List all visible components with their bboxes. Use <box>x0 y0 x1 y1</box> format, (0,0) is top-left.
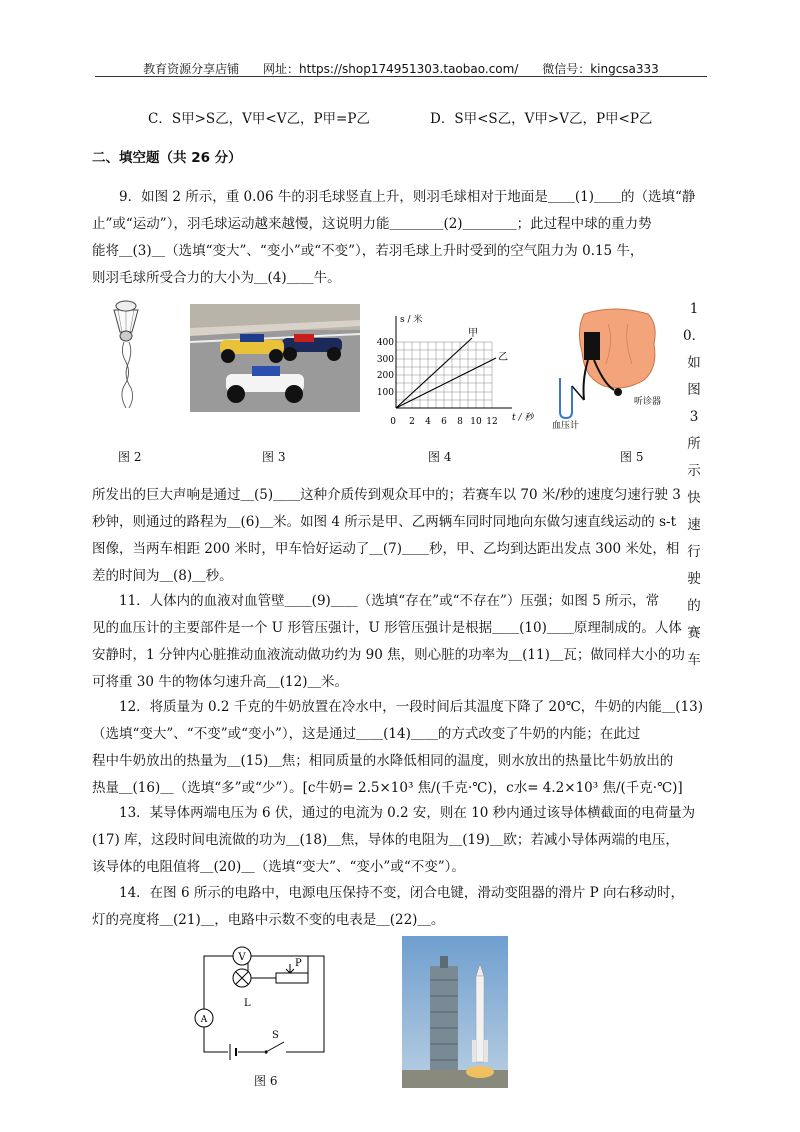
question-10 <box>92 482 708 590</box>
page-header <box>95 60 707 77</box>
q14-line-1: 14．在图 6 所示的电路中，电源电压保持不变，闭合电键，滑动变阻器的滑片 P 向右移动时， <box>119 885 685 901</box>
question-13 <box>92 800 708 881</box>
figure-6-caption: 图 6 <box>254 1074 278 1088</box>
rocket-launch-photo <box>402 936 508 1088</box>
q10-line-3: 图像，当两车相距 200 米时，甲车恰好运动了＿(7)＿＿秒，甲、乙均到达距出发点 300 米处，相 <box>92 541 680 557</box>
y-tick-100: 100 <box>376 388 394 398</box>
figure-2-caption: 图 2 <box>118 450 142 464</box>
q9-line-2: 止”或“运动”），羽毛球运动越来越慢，这说明力能＿＿＿＿(2)＿＿＿＿；此过程中球的重力势 <box>92 216 652 232</box>
label-stethoscope: 听诊器 <box>634 397 662 407</box>
option-d: D．S甲<S乙，V甲>V乙，P甲<P乙 <box>430 111 653 127</box>
figure-5-caption: 图 5 <box>620 450 644 464</box>
rocket <box>476 976 484 1062</box>
q11-line-1: 11．人体内的血液对血管壁＿＿(9)＿＿（选填“存在”或“不存在”）压强；如图 5 所示，常 <box>119 593 660 609</box>
header-url: 网址：https://shop174951303.taobao.com/ <box>263 62 519 76</box>
header-wechat: 微信号：kingcsa333 <box>542 62 659 76</box>
x-tick-6: 6 <box>441 417 447 427</box>
x-tick-10: 10 <box>470 417 482 427</box>
launch-tower <box>430 966 458 1070</box>
q9-line-3: 能将＿(3)＿（选填“变大”、“变小”或“不变”），若羽毛球上升时受到的空气阻力为 0.15 牛， <box>92 243 644 259</box>
y-tick-200: 200 <box>376 371 394 381</box>
x-tick-4: 4 <box>425 417 431 427</box>
y-tick-400: 400 <box>376 338 394 348</box>
q12-line-2: （选填“变大”、“不变”或“变小”），这是通过＿＿(14)＿＿的方式改变了牛奶的内能；在此过 <box>92 726 641 742</box>
q10-side-column: 1 0．如 图 3 所 示 快 速 行 驶 的 赛 车 <box>683 301 706 668</box>
figure-5-blood-pressure <box>548 300 678 434</box>
svg-text:V: V <box>238 952 246 963</box>
battery-icon <box>228 1042 238 1062</box>
svg-text:L: L <box>244 998 251 1009</box>
svg-text:A: A <box>200 1015 208 1025</box>
header-rule <box>95 76 707 77</box>
origin-label: 0 <box>390 417 396 427</box>
q12-line-4: 热量＿(16)＿（选填“多”或“少”）。[c牛奶= 2.5×10³ 焦/(千克·℃)，c水= 4.2×10³ 焦/(千克·℃)] <box>92 780 683 796</box>
figure-3-caption: 图 3 <box>262 450 286 464</box>
question-14 <box>92 880 708 934</box>
section-title: 二、填空题（共 26 分） <box>92 150 242 166</box>
y-axis-label: s / 米 <box>400 315 423 325</box>
q10-line-1: 所发出的巨大声响是通过＿(5)＿＿这种介质传到观众耳中的；若赛车以 70 米/秒的速度匀速行驶 3 <box>92 487 681 503</box>
y-tick-300: 300 <box>376 355 394 365</box>
figure-4-st-graph <box>372 308 552 436</box>
q11-line-4: 可将重 30 牛的物体匀速升高＿(12)＿米。 <box>92 674 348 690</box>
q13-line-2: (17) 库，这段时间电流做的功为＿(18)＿焦，导体的电阻为＿(19)＿欧；若减小导体两端的电压， <box>92 832 679 848</box>
figure-3-race-cars <box>190 304 360 412</box>
x-axis-label: t / 秒 <box>512 413 534 423</box>
svg-text:P: P <box>295 958 302 969</box>
x-tick-8: 8 <box>457 417 463 427</box>
q9-line-4: 则羽毛球所受合力的大小为＿(4)＿＿牛。 <box>92 270 341 286</box>
q10-line-4: 差的时间为＿(8)＿秒。 <box>92 568 233 584</box>
rheostat-slider <box>286 964 294 973</box>
x-tick-12: 12 <box>486 417 498 427</box>
series-yi-label: 乙 <box>498 352 508 363</box>
question-12 <box>92 694 708 802</box>
q12-line-3: 程中牛奶放出的热量为＿(15)＿焦；相同质量的水降低相同的温度，则水放出的热量比牛奶放出的 <box>92 753 674 769</box>
label-sphygmomanometer: 血压计 <box>552 421 580 431</box>
figure-4-caption: 图 4 <box>428 450 452 464</box>
q10-line-2: 秒钟，则通过的路程为＿(6)＿米。如图 4 所示是甲、乙两辆车同时同地向东做匀速直线运动的 s-t <box>92 514 676 530</box>
series-jia-label: 甲 <box>468 328 478 339</box>
option-c: C．S甲>S乙，V甲<V乙，P甲=P乙 <box>148 111 370 127</box>
q12-line-1: 12．将质量为 0.2 千克的牛奶放置在冷水中，一段时间后其温度下降了 20℃，牛奶的内能＿(13) <box>119 699 704 715</box>
q14-line-2: 灯的亮度将＿(21)＿，电路中示数不变的电表是＿(22)＿。 <box>92 912 445 928</box>
figure-6-circuit <box>190 944 330 1062</box>
q13-line-3: 该导体的电阻值将＿(20)＿（选填“变大”、“变小”或“不变”）。 <box>92 859 465 875</box>
switch-icon <box>264 1042 286 1056</box>
series-jia-line <box>396 338 472 408</box>
svg-text:S: S <box>272 1030 279 1041</box>
figure-2-shuttlecock <box>108 298 144 428</box>
q11-line-3: 安静时，1 分钟内心脏推动血液流动做功约为 90 焦，则心脏的功率为＿(11)＿瓦；做同样大小的功 <box>92 647 685 663</box>
q13-line-1: 13．某导体两端电压为 6 伏，通过的电流为 0.2 安，则在 10 秒内通过该导体横截面的电荷量为 <box>119 805 696 821</box>
x-tick-2: 2 <box>409 417 415 427</box>
question-9 <box>92 184 708 292</box>
rheostat <box>276 973 308 983</box>
header-shop: 教育资源分享店铺 <box>143 62 240 76</box>
q9-line-1: 9．如图 2 所示，重 0.06 牛的羽毛球竖直上升，则羽毛球相对于地面是＿＿(1)＿＿的（选填“静 <box>119 189 696 205</box>
question-11 <box>92 588 708 696</box>
q11-line-2: 见的血压计的主要部件是一个 U 形管压强计，U 形管压强计是根据＿＿(10)＿＿原理制成的。人体 <box>92 620 682 636</box>
